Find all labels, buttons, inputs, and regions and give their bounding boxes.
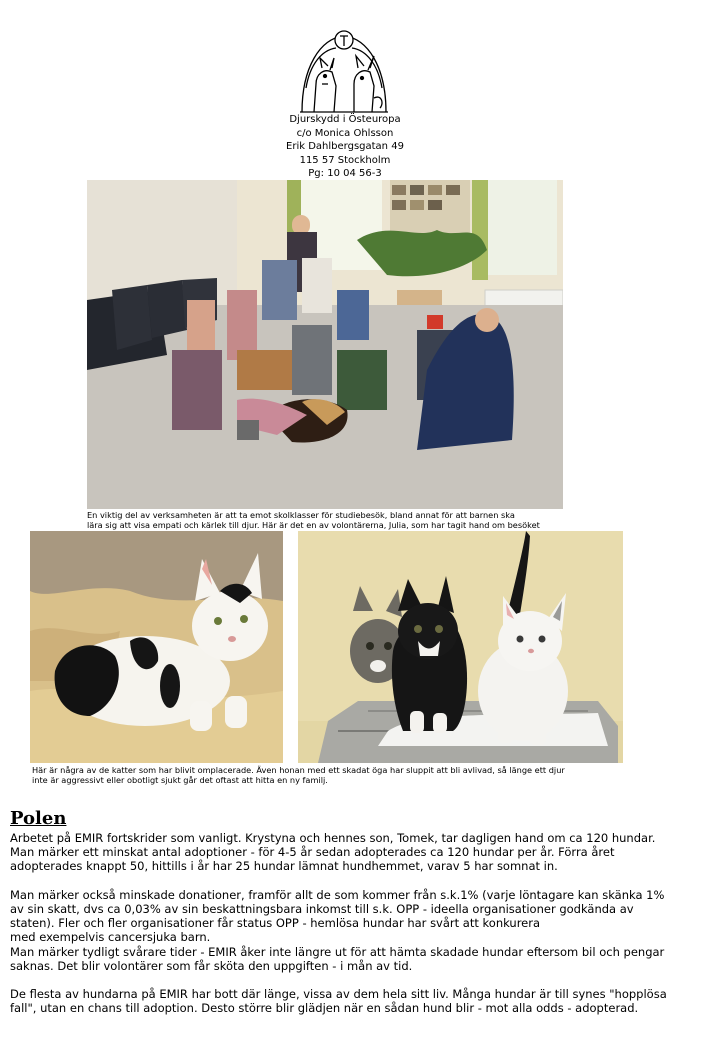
caption-line: lära sig att visa empati och kärlek till djur. Här är det en av volontärerna, Julia, som har tagit hand om besöket — [87, 520, 540, 530]
kittens-photo — [298, 531, 623, 763]
school-visit-photo — [87, 180, 563, 509]
address-block — [240, 113, 450, 181]
rehomed-cat-photo — [30, 531, 283, 763]
text-line: Man märker tydligt svårare tider - EMIR åker inte längre ut för att hämta skadade hundar eftersom bil och pengar — [10, 944, 665, 959]
text-line: De flesta av hundarna på EMIR har bott där länge, vissa av dem hela sitt liv. Många hundar är till synes "hopplösa — [10, 987, 667, 1002]
text-line: med exempelvis cancersjuka barn. — [10, 930, 211, 945]
section-body — [10, 831, 690, 1016]
address-line-postgiro: Pg: 10 04 56-3 — [308, 168, 382, 179]
caption-line: En viktig del av verksamheten är att ta emot skolklasser för studiebesök, bland annat för att barnen ska — [87, 510, 515, 520]
caption-line: inte är aggressivt eller obotligt sjukt går det oftast att hitta en ny familj. — [32, 775, 328, 785]
text-line: Man märker också minskade donationer, framför allt de som kommer från s.k.1% (varje löntagare kan skänka 1% — [10, 887, 665, 902]
address-line-co: c/o Monica Ohlsson — [296, 127, 394, 139]
organization-logo — [296, 28, 392, 114]
address-line-city: 115 57 Stockholm — [299, 154, 391, 166]
paragraph — [10, 831, 690, 874]
caption-line: Här är några av de katter som har blivit omplacerade. Även honan med ett skadat öga har sluppit att bli avlivad, så länge ett djur — [32, 765, 565, 775]
address-line-org: Djurskydd i Östeuropa — [289, 114, 401, 125]
text-line: saknas. Det blir volontärer som får sköta den uppgiften - i mån av tid. — [10, 958, 413, 973]
address-line-street: Erik Dahlbergsgatan 49 — [286, 141, 404, 152]
school-visit-caption — [87, 510, 540, 530]
text-line: fall", utan en chans till adoption. Desto större blir glädjen när en sådan hund blir - mot alla odds - adopterad. — [10, 1001, 639, 1016]
section-title: Polen — [10, 808, 67, 829]
text-line: Man märker ett minskat antal adoptioner - för 4-5 år sedan adopterades ca 120 hundar per år. Förra året — [10, 845, 615, 860]
paragraph — [10, 888, 690, 973]
text-line: av sin skatt, dvs ca 0,03% av sin beskattningsbara inkomst till s.k. OPP - ideella organisationer godkända av — [10, 902, 634, 916]
text-line: staten). Fler och fler organisationer får status OPP - hemlösa hundar har svårt att konkurera — [10, 916, 541, 931]
text-line: adopterades knappt 50, hittills i år har 25 hundar lämnat hundhemmet, varav 5 har somnat in. — [10, 859, 558, 874]
text-line: Arbetet på EMIR fortskrider som vanligt. Krystyna och hennes son, Tomek, tar dagligen hand om ca 120 hundar. — [10, 831, 656, 845]
cats-caption — [32, 765, 565, 785]
paragraph — [10, 987, 690, 1015]
